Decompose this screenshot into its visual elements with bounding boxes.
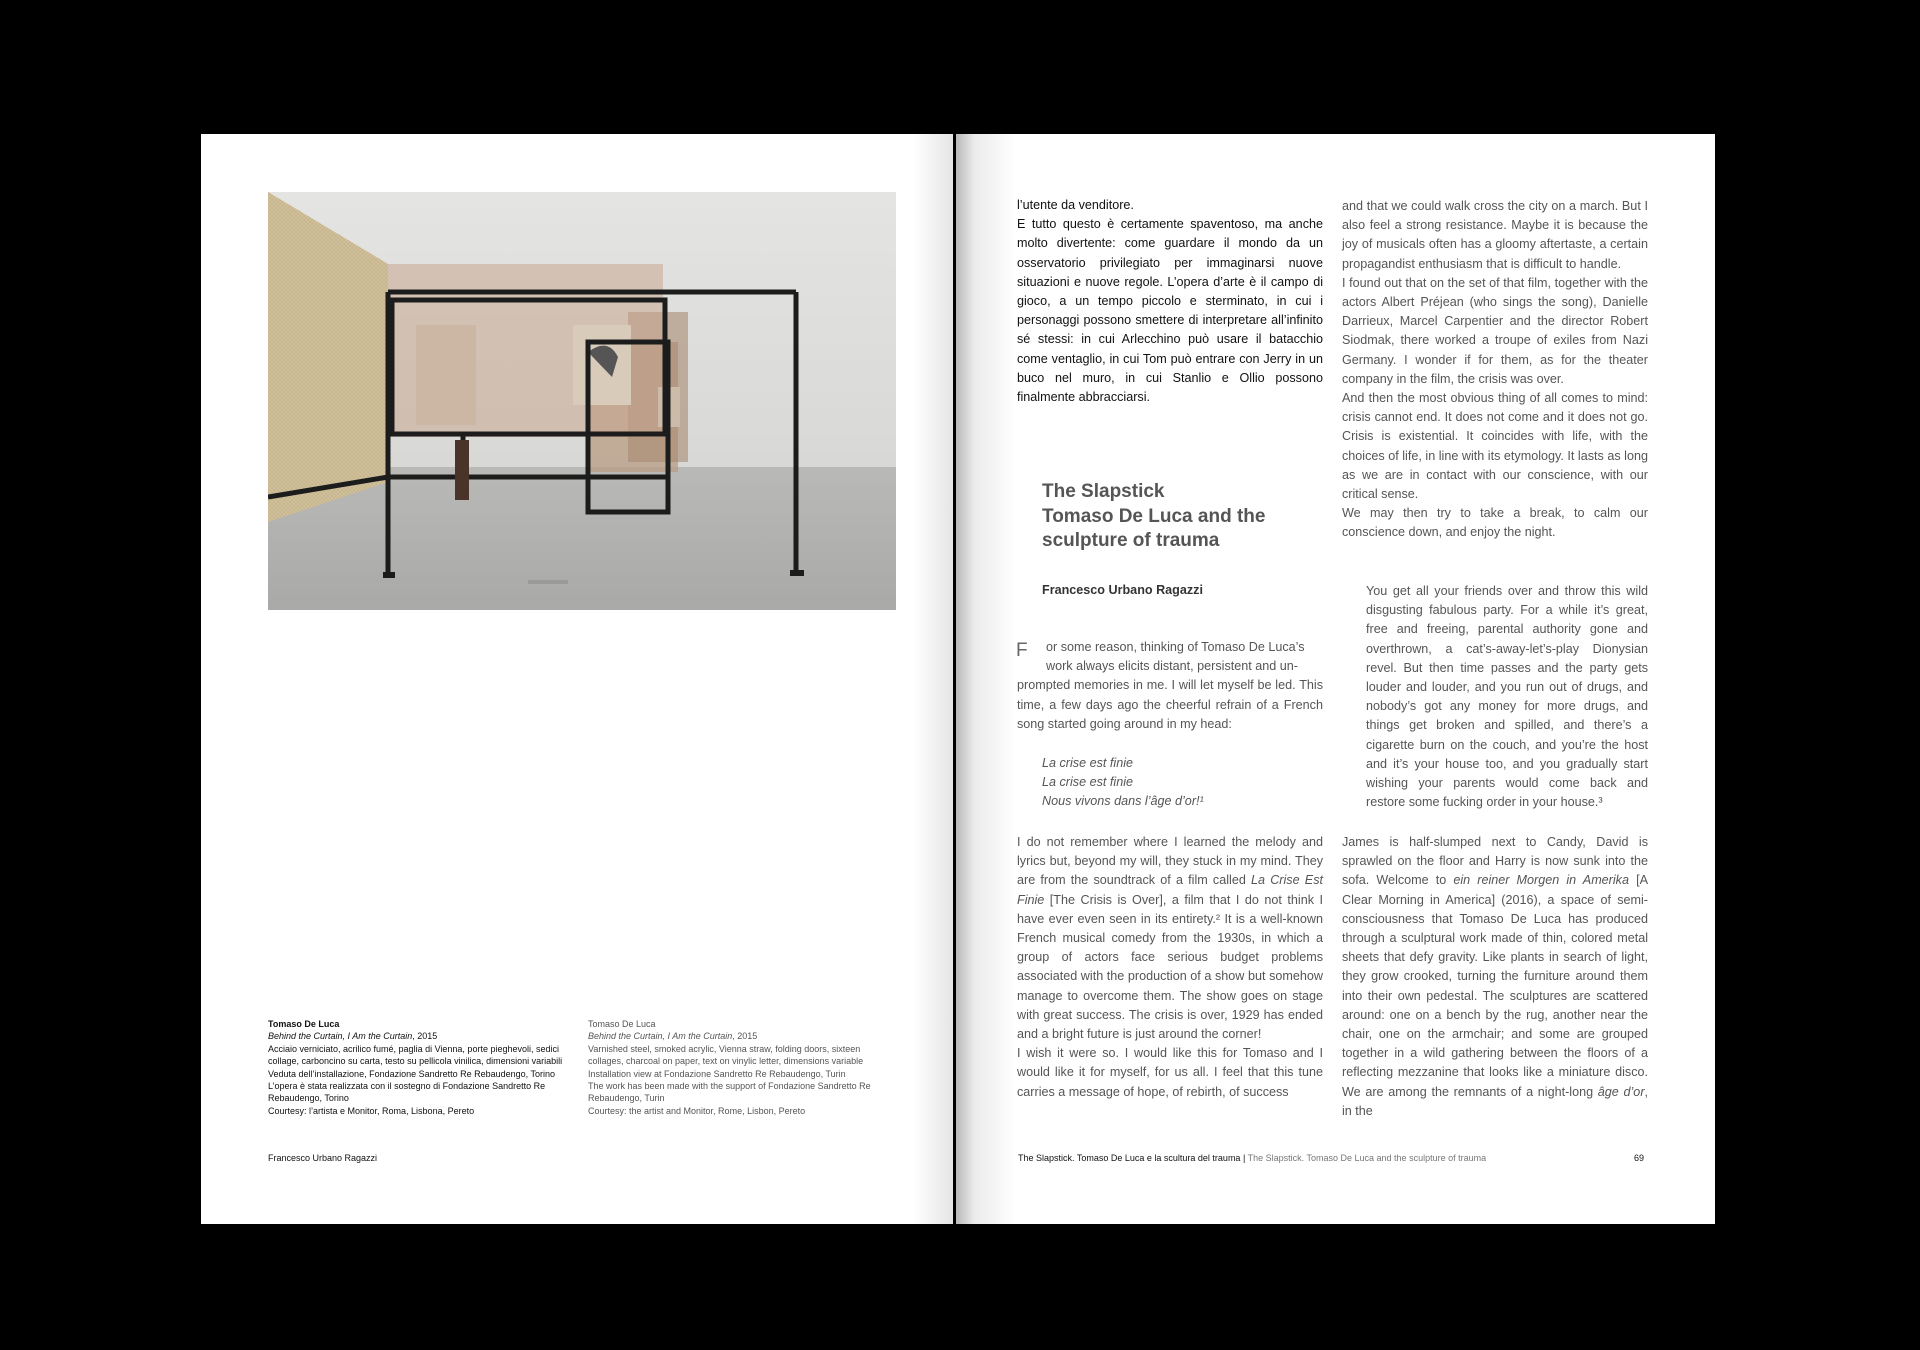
article-author: Francesco Urbano Ragazzi [1042, 583, 1203, 597]
caption-artist: Tomaso De Luca [588, 1019, 656, 1029]
caption-english [588, 1018, 898, 1117]
caption-line: collage, carboncino su carta, testo su pellicola vinilica, dimensioni variabili [268, 1056, 563, 1067]
caption-line: Veduta dell’installazione, Fondazione Sandretto Re Rebaudengo, Torino [268, 1068, 556, 1079]
article-title [1042, 480, 1265, 554]
caption-line: Courtesy: the artist and Monitor, Rome, Lisbon, Pereto [588, 1105, 806, 1116]
page-number: 69 [1634, 1153, 1645, 1163]
intro-rest: prompted memories in me. I will let myself be led. This time, a few days ago the cheerful refrain of a French song started going around in my head: [1017, 678, 1323, 731]
footer-author: Francesco Urbano Ragazzi [268, 1153, 378, 1163]
paragraph: E tutto questo è certamente spaventoso, ma anche molto divertente: come guardare il mondo da un osservatorio privilegiato per immaginarsi nuove situazioni e nuove regole. L’opera d’arte è il campo di gioco, a un tempo piccolo e sterminato, in cui i personaggi possono smettere di interpretare all’infinito sé stessi: in cui Arlecchino può usare il batacchio come ventaglio, in cui Tom può entrare con Jerry in un buco nel muro, in cui Stanlio e Ollio possono finalmente abbracciarsi. [1017, 217, 1323, 405]
caption-title-line: Behind the Curtain, I Am the Curtain, 2015 [268, 1031, 438, 1042]
footer-title-italian: The Slapstick. Tomaso De Luca e la scultura del trauma [1018, 1153, 1241, 1163]
title-line: sculpture of trauma [1042, 530, 1220, 551]
song-verse [1042, 754, 1204, 812]
caption-line: L’opera è stata realizzata con il sostegno di Fondazione Sandretto Re [268, 1081, 546, 1092]
verse-line: La crise est finie [1042, 756, 1133, 770]
body-column-right-bottom [1342, 833, 1648, 1121]
paragraph: We may then try to take a break, to calm our conscience down, and enjoy the night. [1342, 506, 1648, 540]
caption-artist: Tomaso De Luca [268, 1019, 340, 1029]
verse-line: La crise est finie [1042, 775, 1133, 790]
title-line: Tomaso De Luca and the [1042, 505, 1266, 527]
installation-photo [268, 192, 896, 610]
paragraph: I found out that on the set of that film, together with the actors Albert Préjean (who sings the song), Danielle Darrieux, Marcel Carpentier and the director Robert Siodmak, there worked a troupe of exiles from Nazi Germany. I wonder if for them, as for the theater company in the film, the crisis was over. [1342, 275, 1648, 386]
caption-line: Installation view at Fondazione Sandretto Re Rebaudengo, Turin [588, 1068, 846, 1079]
caption-line: Rebaudengo, Torino [268, 1093, 349, 1104]
caption-line: The work has been made with the support of Fondazione Sandretto Re [588, 1081, 871, 1092]
paragraph: and that we could walk cross the city on a march. But I also feel a strong resistance. Maybe it is because the joy of musicals often has a gloomy aftertaste, a certain propagandist enthusiasm that is difficult to handle. [1342, 199, 1648, 271]
intro-line: or some reason, thinking of Tomaso De Luca’s [1046, 640, 1305, 654]
body-column-right-top [1342, 197, 1648, 543]
caption-line: Acciaio verniciato, acrilico fumé, paglia di Vienna, porte pieghevoli, sedici [268, 1043, 559, 1054]
paragraph: I do not remember where I learned the melody and lyrics but, beyond my will, they stuck in my mind. They are from the soundtrack of a film called La Crise Est Finie [The Crisis is Over], a film that I do not think I have ever even seen in its entirety.² It is a well-known French musical comedy from the 1930s, in which a group of actors face serious budget problems associated with the production of a show but somehow manage to overcome them. The show goes on stage with great success. The crisis is over, 1929 has ended and a bright future is just around the corner! [1017, 835, 1323, 1042]
paragraph: And then the most obvious thing of all comes to mind: crisis cannot end. It does not come and it does not go. Crisis is existential. It coincides with life, with the choices of life, in line with its etymology. It lasts as long as we are in contact with our conscience, with our critical sense. [1342, 391, 1648, 502]
caption-line: Courtesy: l’artista e Monitor, Roma, Lisbona, Pereto [268, 1105, 475, 1116]
verse-line: Nous vivons dans l’âge d’or!¹ [1042, 794, 1204, 809]
caption-italian [268, 1018, 578, 1117]
spine-shadow [956, 134, 1016, 1224]
drop-cap: F [1016, 640, 1028, 661]
block-quote: You get all your friends over and throw this wild disgusting fabulous party. For a while it’s great, free and freeing, parental authority gone and overthrown, a cat’s-away-let’s-play Dionysian revel. But then time passes and the party gets louder and louder, and you run out of drugs, and nobody’s got any money for more drugs, and things get broken and spilled, and there’s a cigarette burn on the couch, and you’re the host and it’s your house too, and you gradually start wishing your parents would come back and restore some fucking order in your house.³ [1366, 584, 1648, 810]
caption-title-line: Behind the Curtain, I Am the Curtain, 2015 [588, 1031, 758, 1042]
caption-line: Rebaudengo, Turin [588, 1093, 665, 1104]
paragraph: l’utente da venditore. [1017, 198, 1134, 212]
footer-title-english: The Slapstick. Tomaso De Luca and the sculpture of trauma [1247, 1153, 1487, 1163]
intro-line: work always elicits distant, persistent and un- [1046, 659, 1298, 674]
italian-text [1017, 196, 1323, 407]
caption-line: Varnished steel, smoked acrylic, Vienna straw, folding doors, sixteen [588, 1043, 861, 1054]
running-footer: The Slapstick. Tomaso De Luca e la scultura del trauma | The Slapstick. Tomaso De Luca and the sculpture of trauma [1018, 1153, 1487, 1163]
gutter-shadow-left [913, 134, 953, 1224]
paragraph: I wish it were so. I would like this for Tomaso and I would like it for myself, for us all. I feel that this tune carries a message of hope, of rebirth, of success [1017, 1046, 1323, 1099]
intro-paragraph [1017, 638, 1323, 734]
caption-line: collages, charcoal on paper, text on vinylic letter, dimensions variable [588, 1056, 864, 1067]
paragraph: James is half-slumped next to Candy, David is sprawled on the floor and Harry is now sunk into the sofa. Welcome to ein reiner Morgen in Amerika [A Clear Morning in America] (2016), a space of semi-consciousness that Tomaso De Luca has produced through a sculptural work made of thin, colored metal sheets that defy gravity. Like plants in search of light, they grow crooked, turning the furniture around them into their own pedestal. The sculptures are scattered around: one on a bench by the rug, another near the chair, one on the armchair; and some are grouped together in a wild gathering between the floors of a reflecting mezzanine that looks like a miniature disco. We are among the remnants of a night-long âge d’or, in the [1342, 835, 1649, 1118]
title-line: The Slapstick [1042, 481, 1165, 502]
body-column-left [1017, 833, 1323, 1102]
